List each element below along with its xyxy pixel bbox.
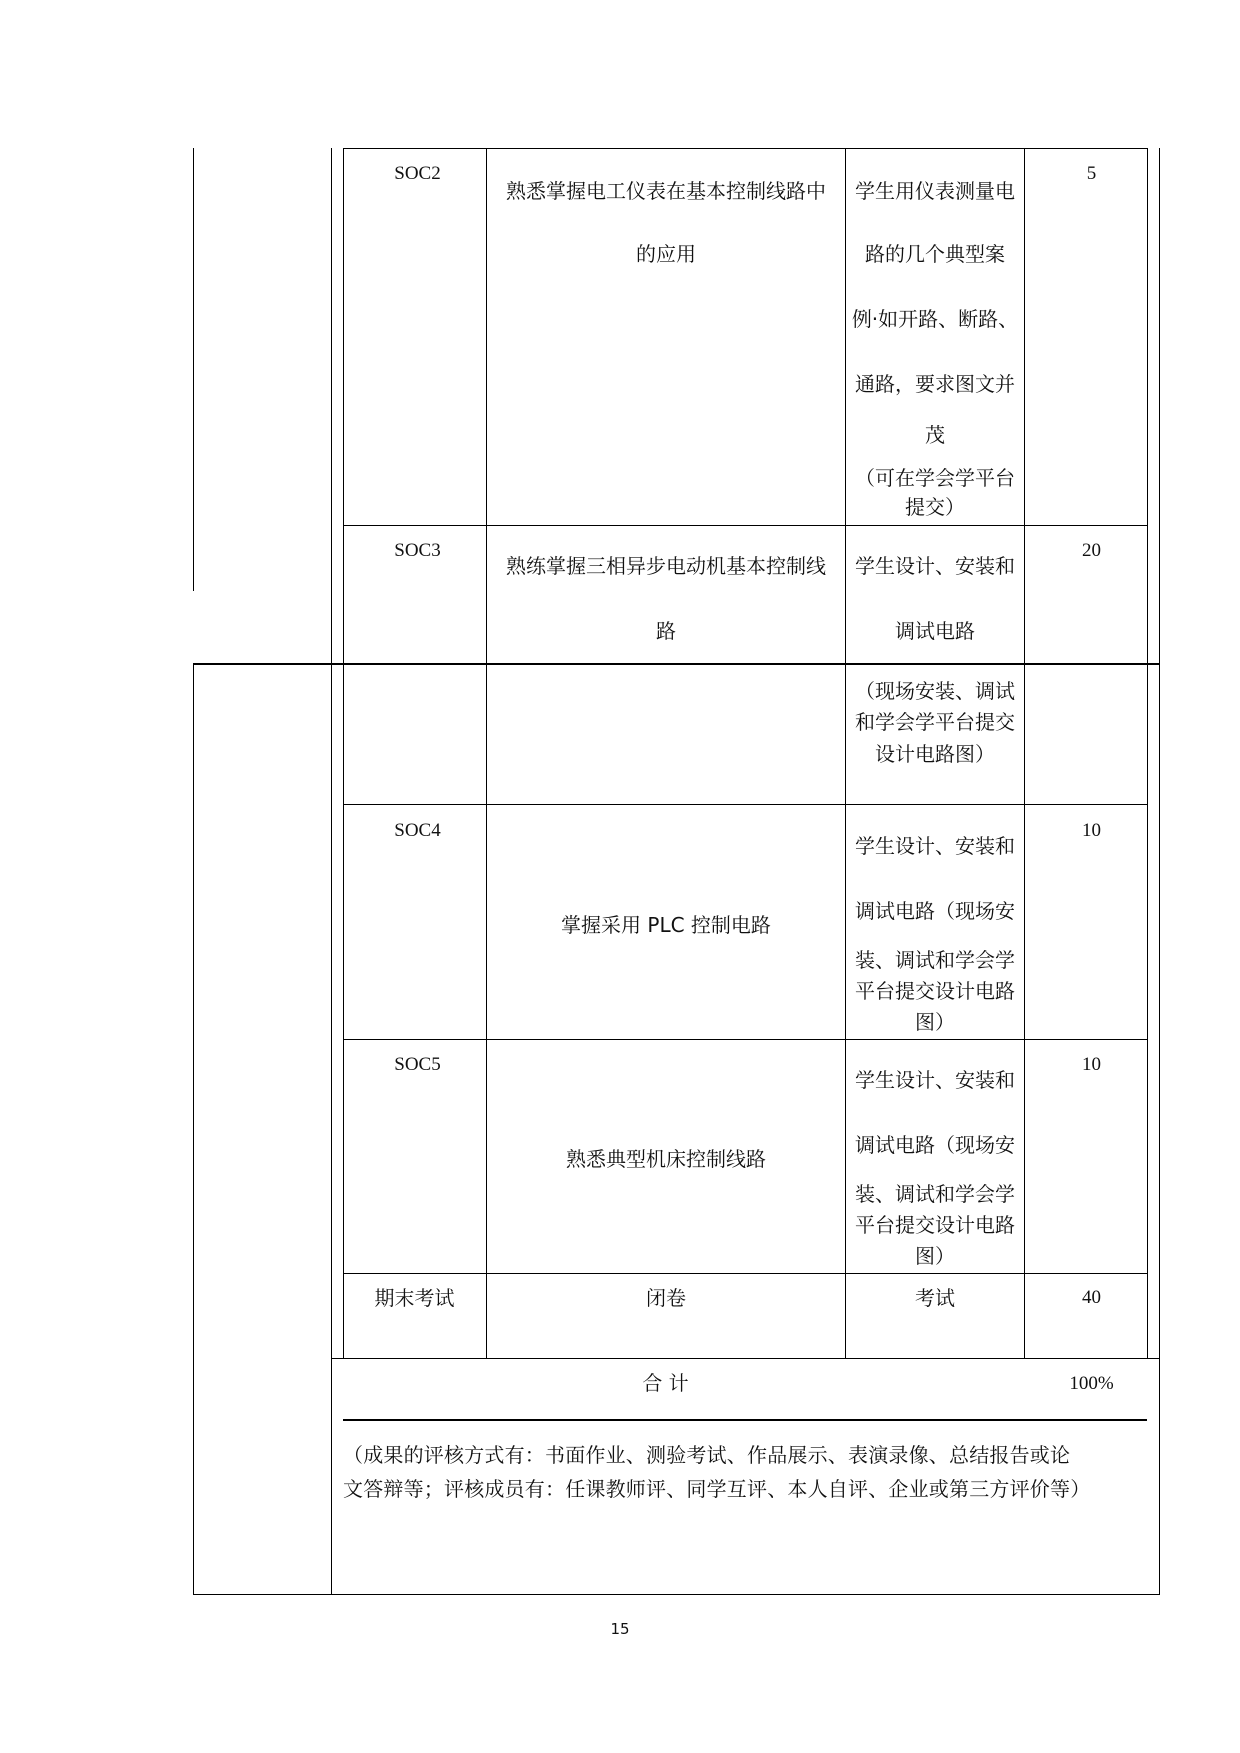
objective-text: 的应用	[636, 242, 696, 266]
total-value: 100%	[1069, 1373, 1114, 1394]
objective-text: 熟悉典型机床控制线路	[566, 1147, 766, 1171]
grid-line	[343, 804, 1147, 805]
method-text: 和学会学平台提交	[855, 710, 1015, 734]
grid-line	[1024, 148, 1025, 1358]
method-text: 平台提交设计电路	[855, 1213, 1015, 1237]
method-text: 调试电路	[895, 619, 975, 643]
total-label: 合 计	[642, 1371, 689, 1395]
grid-line	[193, 663, 1160, 665]
final-exam-label: 期末考试	[374, 1286, 455, 1310]
objective-text: 熟悉掌握电工仪表在基本控制线路中	[506, 179, 826, 203]
method-text: 调试电路（现场安	[855, 899, 1015, 923]
grid-line	[193, 665, 194, 1595]
method-text: 提交）	[905, 495, 965, 519]
grid-line	[343, 1273, 1147, 1274]
note-line: （成果的评核方式有：书面作业、测验考试、作品展示、表演录像、总结报告或论	[343, 1443, 1071, 1467]
page-number: 15	[610, 1620, 630, 1638]
note-separator	[343, 1419, 1147, 1421]
grid-line	[343, 148, 1147, 149]
weight-value: 20	[1082, 540, 1101, 561]
objective-code: SOC2	[394, 163, 441, 184]
method-text: 装、调试和学会学	[855, 1182, 1015, 1206]
method-text: 茂	[925, 423, 945, 447]
grid-line	[343, 1039, 1147, 1040]
method-text: 学生设计、安装和	[855, 1068, 1015, 1092]
method-text: 调试电路（现场安	[855, 1133, 1015, 1157]
method-text: 设计电路图）	[875, 742, 995, 766]
final-exam-method: 考试	[915, 1286, 955, 1310]
grid-line	[343, 525, 1147, 526]
grid-line	[193, 148, 194, 591]
objective-text: 熟练掌握三相异步电动机基本控制线	[506, 554, 826, 578]
grid-line	[331, 148, 332, 1595]
objective-code: SOC3	[394, 540, 441, 561]
method-text: 装、调试和学会学	[855, 948, 1015, 972]
weight-value: 5	[1086, 163, 1097, 184]
grid-line	[343, 148, 344, 1358]
method-text: 路的几个典型案	[865, 242, 1005, 266]
weight-value: 10	[1082, 1054, 1101, 1075]
grid-line	[193, 1594, 1160, 1595]
method-text: 学生设计、安装和	[855, 554, 1015, 578]
weight-value: 40	[1082, 1287, 1101, 1308]
weight-value: 10	[1082, 820, 1101, 841]
method-text: 通路，要求图文并	[855, 372, 1015, 396]
method-text: 图）	[915, 1244, 955, 1268]
objective-code: SOC4	[394, 820, 441, 841]
method-text: 例·如开路、断路、	[851, 307, 1019, 331]
method-text: 学生设计、安装和	[855, 834, 1015, 858]
method-text: 图）	[915, 1010, 955, 1034]
objective-code: SOC5	[394, 1054, 441, 1075]
grid-line	[1147, 148, 1148, 1358]
objective-text: 掌握采用 PLC 控制电路	[561, 913, 771, 937]
grid-line	[331, 1358, 1160, 1359]
method-text: 学生用仪表测量电	[855, 179, 1015, 203]
grid-line	[486, 148, 487, 1358]
method-text: （现场安装、调试	[855, 679, 1015, 703]
grid-line	[1159, 148, 1160, 1595]
note-line: 文答辩等；评核成员有：任课教师评、同学互评、本人自评、企业或第三方评价等）	[343, 1477, 1091, 1501]
objective-text: 路	[656, 619, 676, 643]
method-text: 平台提交设计电路	[855, 979, 1015, 1003]
final-exam-type: 闭卷	[646, 1286, 686, 1310]
method-text: （可在学会学平台	[855, 466, 1015, 490]
